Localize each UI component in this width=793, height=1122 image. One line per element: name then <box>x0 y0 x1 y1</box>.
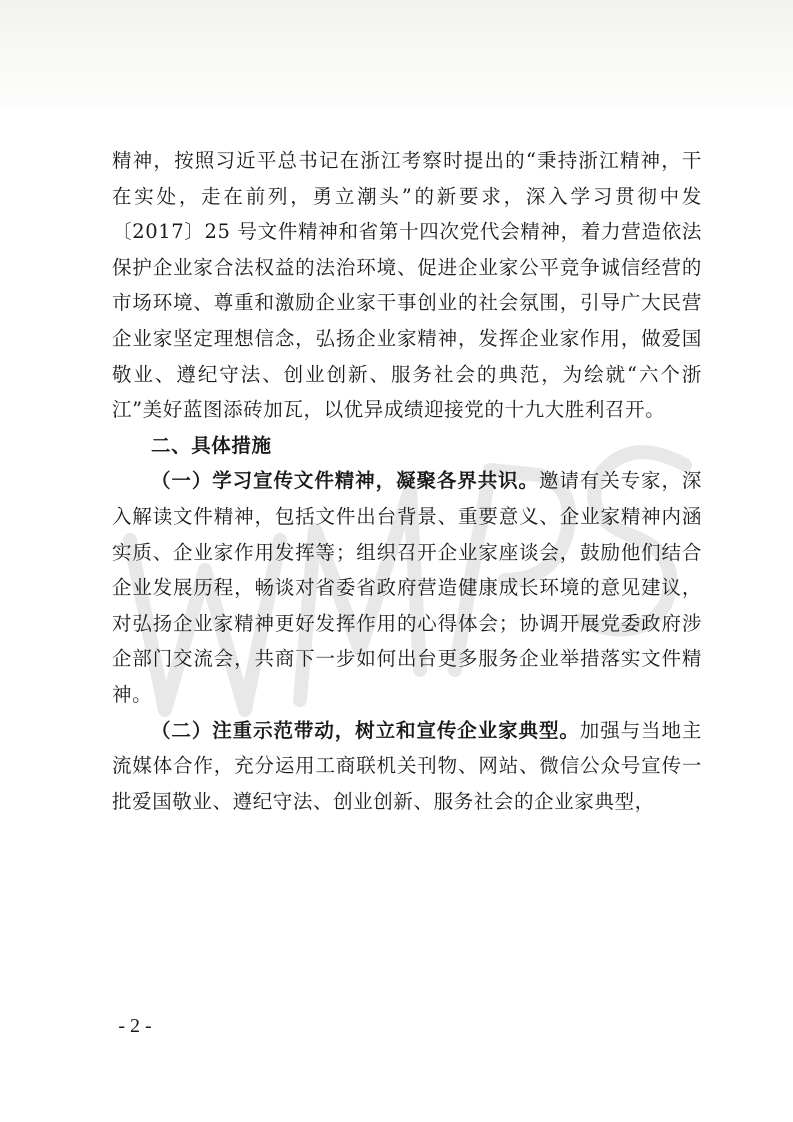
page-number: - 2 - <box>118 1015 152 1037</box>
measure-2-title: （二）注重示范带动，树立和宣传企业家典型。 <box>151 718 580 742</box>
measure-1-body: 邀请有关专家，深入解读文件精神，包括文件出台背景、重要意义、企业家精神内涵实质、企业家作用发挥等；组织召开企业家座谈会，鼓励他们结合企业发展历程，畅谈对省委省政府营造健康成长环境的意见建议，对弘扬企业家精神更好发挥作用的心得体会；协调开展党委政府涉企部门交流会，共商下一步如何出台更多服务企业举措落实文件精神。 <box>112 469 702 706</box>
document-body <box>112 143 702 819</box>
paragraph-intro-continuation: 精神，按照习近平总书记在浙江考察时提出的“秉持浙江精神，干在实处，走在前列，勇立潮头”的新要求，深入学习贯彻中发〔2017〕25 号文件精神和省第十四次党代会精神，着力营造依法保护企业家合法权益的法治环境、促进企业家公平竞争诚信经营的市场环境、尊重和激励企业家干事创业的社会氛围，引导广大民营企业家坚定理想信念，弘扬企业家精神，发挥企业家作用，做爱国敬业、遵纪守法、创业创新、服务社会的典范，为绘就“六个浙江”美好蓝图添砖加瓦，以优异成绩迎接党的十九大胜利召开。 <box>112 149 702 422</box>
scan-shadow <box>0 0 793 110</box>
measure-2-body: 加强与当地主流媒体合作，充分运用工商联机关刊物、网站、微信公众号宣传一批爱国敬业、遵纪守法、创业创新、服务社会的企业家典型， <box>112 718 702 813</box>
measure-1-paragraph <box>112 463 702 712</box>
measure-1-title: （一）学习宣传文件精神，凝聚各界共识。 <box>151 469 539 493</box>
measure-2-paragraph <box>112 713 702 820</box>
section-heading: 二、具体措施 <box>151 433 272 457</box>
